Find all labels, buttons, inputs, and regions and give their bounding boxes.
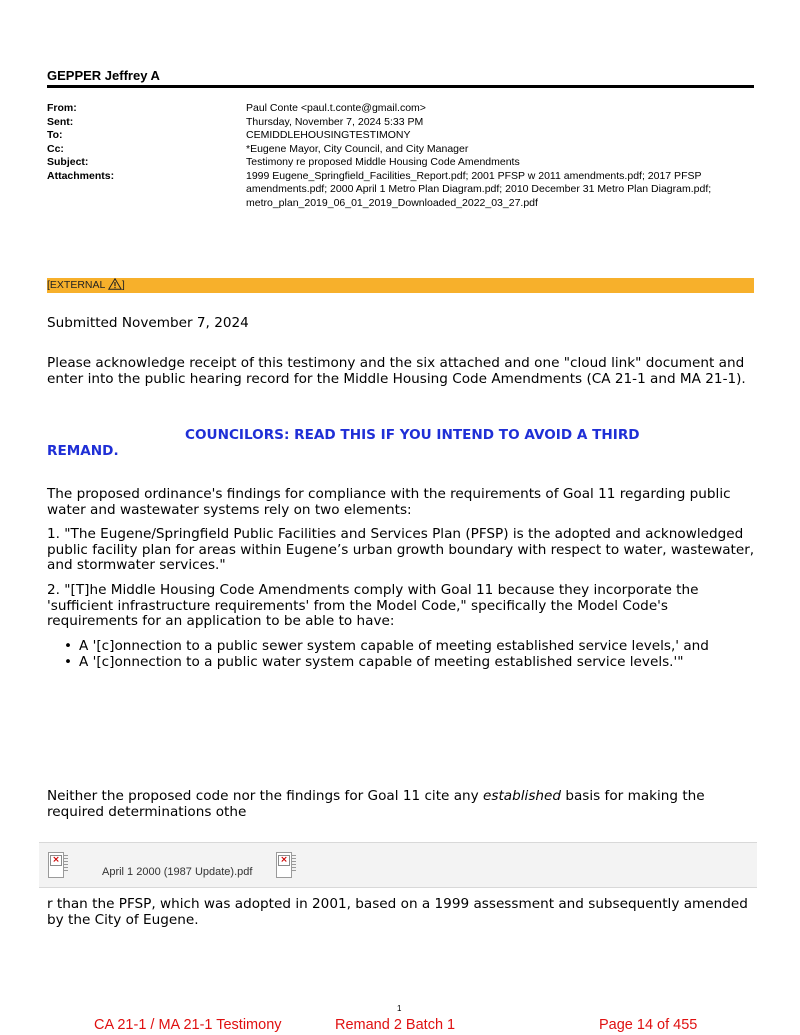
header-label: Subject:: [47, 156, 89, 168]
neither-text-b: basis for making the required determinations othe: [47, 788, 705, 820]
email-header-block: [47, 102, 754, 210]
broken-image-icon[interactable]: ×: [48, 852, 64, 878]
footer-center: Remand 2 Batch 1: [335, 1017, 456, 1033]
intro-paragraph: Please acknowledge receipt of this testimony and the six attached and one "cloud link" document and enter into the public hearing record for the Middle Housing Code Amendments (CA 21-1 and MA 21-1).: [47, 355, 746, 387]
list-item-text: A '[c]onnection to a public water system capable of meeting established service levels.'": [79, 653, 684, 670]
list-item-text: A '[c]onnection to a public sewer system capable of meeting established service levels,' and: [79, 638, 709, 654]
item-2-paragraph: 2. "[T]he Middle Housing Code Amendments comply with Goal 11 because they incorporate the 'sufficient infrastructure requirements' from the Model Code," specifically the Model Code's requirements for an application to be able to have:: [47, 582, 699, 629]
footer-left: CA 21-1 / MA 21-1 Testimony: [94, 1017, 282, 1033]
header-label: Attachments:: [47, 169, 115, 182]
header-value: *Eugene Mayor, City Council, and City Manager: [246, 142, 469, 155]
header-row-subject: [47, 156, 754, 170]
external-prefix: [EXTERNAL: [47, 279, 108, 291]
neither-text-a: Neither the proposed code nor the findings for Goal 11 cite any: [47, 788, 484, 804]
heading-line-1: COUNCILORS: READ THIS IF YOU INTEND TO AVOID A THIRD: [185, 427, 640, 443]
submitted-date: Submitted November 7, 2024: [47, 315, 249, 331]
attachment-file-name[interactable]: April 1 2000 (1987 Update).pdf: [102, 866, 253, 878]
continuation-paragraph: r than the PFSP, which was adopted in 2001, based on a 1999 assessment and subsequently amended by the City of Eugene.: [47, 896, 748, 928]
heading-line-2: REMAND.: [47, 442, 119, 459]
item-1-paragraph: 1. "The Eugene/Springfield Public Facilities and Services Plan (PFSP) is the adopted and acknowledged public facility plan for areas within Eugene’s urban growth boundary with respect to water, wastewater, and stormwater services.": [47, 526, 755, 573]
neither-emphasis: established: [483, 788, 562, 804]
header-value: Thursday, November 7, 2024 5:33 PM: [246, 115, 424, 128]
sender-name: GEPPER Jeffrey A: [47, 68, 160, 83]
header-row-attachments: [47, 170, 754, 211]
header-row-sent: [47, 116, 754, 130]
attachments-list[interactable]: 1999 Eugene_Springfield_Facilities_Report.pdf; 2001 PFSP w 2011 amendments.pdf; 2017 PFSP amendments.pdf; 2000 April 1 Metro Plan Diagram.pdf; 2010 December 31 Metro Plan Diagram.pdf; metro_plan_2019_06_01_2019_Downloaded_2022_03_27.pdf: [246, 169, 712, 209]
header-row-cc: [47, 143, 754, 157]
header-value: Testimony re proposed Middle Housing Code Amendments: [246, 156, 520, 168]
header-label: Sent:: [47, 115, 74, 128]
councilors-heading: [47, 428, 757, 459]
header-value: CEMIDDLEHOUSINGTESTIMONY: [246, 129, 411, 141]
warning-icon: [108, 278, 122, 290]
requirements-list: [47, 639, 757, 670]
list-item: • A '[c]onnection to a public sewer system capable of meeting established service levels,' and: [64, 638, 709, 654]
header-label: Cc:: [47, 142, 64, 155]
broken-image-icon[interactable]: ×: [276, 852, 292, 878]
page-footer: [0, 1004, 800, 1034]
page-number: 1: [397, 1004, 402, 1013]
header-label: From:: [47, 102, 77, 114]
header-value: Paul Conte <paul.t.conte@gmail.com>: [246, 102, 426, 114]
header-row-to: [47, 129, 754, 143]
footer-right: Page 14 of 455: [599, 1017, 698, 1033]
header-rule: [47, 85, 754, 88]
external-suffix: ]: [121, 279, 125, 291]
findings-paragraph: The proposed ordinance's findings for compliance with the requirements of Goal 11 regarding public water and wastewater systems rely on two elements:: [47, 486, 731, 518]
neither-paragraph: [47, 789, 757, 820]
external-banner: [47, 278, 754, 293]
header-row-from: [47, 102, 754, 116]
header-label: To:: [47, 129, 63, 141]
attachment-bar: [39, 842, 757, 888]
list-item: • A '[c]onnection to a public water system capable of meeting established service levels.'": [64, 653, 684, 670]
